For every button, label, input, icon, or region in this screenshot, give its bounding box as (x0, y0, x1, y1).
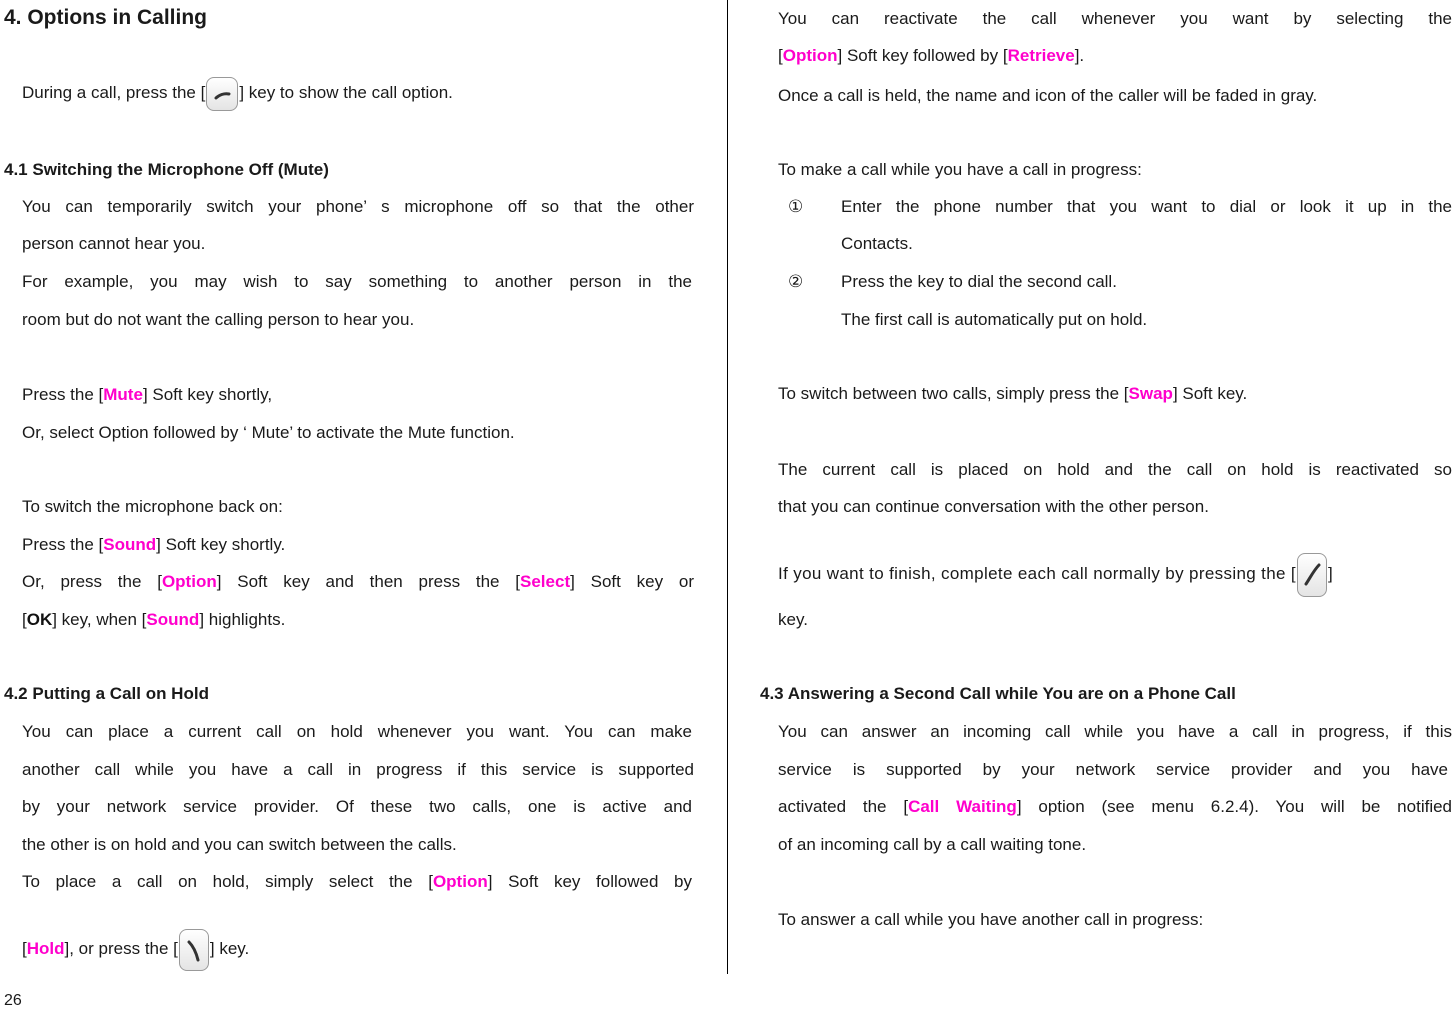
step-text: Contacts. (841, 234, 913, 253)
ok-key-label: OK (26, 610, 53, 629)
select-softkey-label: Select (520, 572, 571, 591)
hold-paragraph-line: the other is on hold and you can switch between the calls. (22, 835, 457, 854)
hold-paragraph-line: You can place a current call on hold whenever you want. You can make (22, 722, 692, 741)
example-paragraph-line: room but do not want the calling person to hear you. (22, 310, 415, 329)
switch-back-line: To switch the microphone back on: (22, 497, 283, 516)
swap-line: To switch between two calls, simply press the [Swap] Soft key. (778, 384, 1248, 403)
retrieve-softkey-label: Retrieve (1007, 46, 1075, 65)
held-caller-line: Once a call is held, the name and icon of the caller will be faded in gray. (778, 86, 1318, 105)
swap-softkey-label: Swap (1128, 384, 1173, 403)
second-call-paragraph-line: of an incoming call by a call waiting tone. (778, 835, 1087, 854)
option-softkey-label: Option (161, 572, 217, 591)
section-heading: 4. Options in Calling (4, 6, 208, 29)
subheading-mute: 4.1 Switching the Microphone Off (Mute) (4, 160, 329, 179)
select-option-line: Or, select Option followed by ‘ Mute’ to activate the Mute function. (22, 423, 515, 442)
send-key-icon (179, 929, 209, 971)
example-paragraph-line: For example, you may wish to say something to another person in the (22, 272, 692, 291)
sound-softkey-label: Sound (146, 610, 200, 629)
press-option-line: Or, press the [Option] Soft key and then press the [Select] Soft key or (22, 572, 694, 591)
subheading-second-call: 4.3 Answering a Second Call while You are on a Phone Call (760, 684, 1236, 703)
place-hold-line: To place a call on hold, simply select the [Option] Soft key followed by (22, 872, 692, 891)
hold-key-line: [Hold], or press the [ ] key. (22, 928, 249, 971)
finish-line: key. (778, 610, 808, 629)
call-waiting-line: activated the [Call Waiting] option (see menu 6.2.4). You will be notified (778, 797, 1452, 816)
press-sound-line: Press the [Sound] Soft key shortly. (22, 535, 286, 554)
mute-paragraph-line: person cannot hear you. (22, 234, 206, 253)
reactivate-line: You can reactivate the call whenever you want by selecting the (778, 9, 1452, 28)
intro-line: During a call, press the [ ] key to show the call option. (22, 76, 453, 111)
page-number: 26 (4, 992, 22, 1009)
mute-softkey-label: Mute (103, 385, 143, 404)
send-key-icon (206, 77, 238, 111)
current-call-line: that you can continue conversation with the other person. (778, 497, 1209, 516)
option-softkey-label: Option (782, 46, 838, 65)
hold-paragraph-line: by your network service provider. Of these two calls, one is active and (22, 797, 692, 816)
mute-paragraph-line: You can temporarily switch your phone’ s microphone off so that the other (22, 197, 694, 216)
call-waiting-option-label: Call Waiting (908, 797, 1017, 816)
second-call-paragraph-line: service is supported by your network service provider and you have (778, 760, 1448, 779)
hold-softkey-label: Hold (26, 939, 65, 958)
make-call-line: To make a call while you have a call in progress: (778, 160, 1142, 179)
option-softkey-label: Option (432, 872, 488, 891)
finish-line: If you want to finish, complete each call normally by pressing the [ ] (778, 550, 1452, 598)
step-text: The first call is automatically put on hold. (841, 310, 1148, 329)
press-mute-line: Press the [Mute] Soft key shortly, (22, 385, 273, 404)
column-divider (727, 0, 728, 974)
end-key-icon (1297, 553, 1327, 597)
ok-key-line: [OK] key, when [Sound] highlights. (22, 610, 286, 629)
answer-call-line: To answer a call while you have another call in progress: (778, 910, 1204, 929)
subheading-hold: 4.2 Putting a Call on Hold (4, 684, 209, 703)
step-text: Enter the phone number that you want to dial or look it up in the (841, 197, 1452, 216)
hold-paragraph-line: another call while you have a call in progress if this service is supported (22, 760, 694, 779)
reactivate-line: [Option] Soft key followed by [Retrieve]. (778, 46, 1085, 65)
step-text: Press the key to dial the second call. (841, 272, 1117, 291)
sound-softkey-label: Sound (103, 535, 157, 554)
current-call-line: The current call is placed on hold and the call on hold is reactivated so (778, 460, 1452, 479)
step-number: ② (788, 272, 804, 291)
step-number: ① (788, 197, 804, 216)
second-call-paragraph-line: You can answer an incoming call while you have a call in progress, if this (778, 722, 1452, 741)
